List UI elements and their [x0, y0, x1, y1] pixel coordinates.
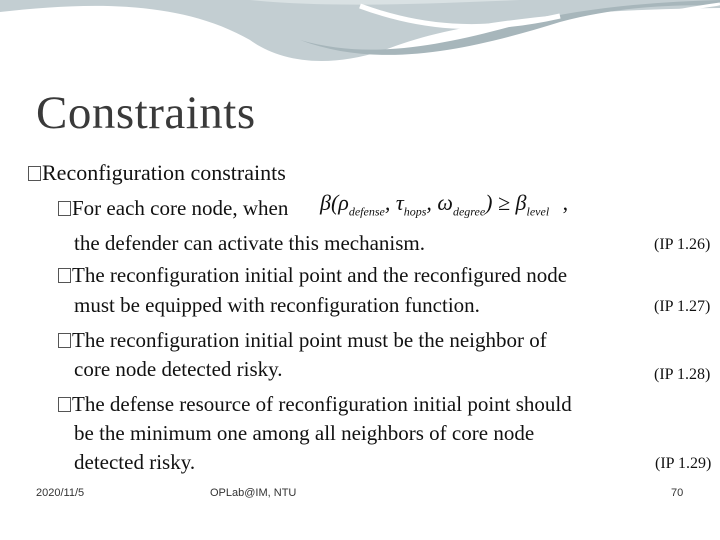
item-1-line-2: the defender can activate this mechanism. [74, 231, 426, 255]
header-wave-decoration [0, 0, 720, 80]
beta-condition-formula: $\beta(\rho_{defense}$, $\tau_{hops}$, $\omega_{degree}) \ge \beta_{level}$ , [320, 190, 569, 219]
ip-label-1-29: (IP 1.29) [655, 455, 712, 472]
item-3-line-1: The reconfiguration initial point must be the neighbor of [72, 328, 547, 352]
bullet-box-icon [58, 397, 71, 412]
constraint-item-3 [58, 328, 547, 353]
formula-rho-sub: defense [348, 204, 385, 219]
ip-label-1-28: (IP 1.28) [654, 366, 711, 383]
constraint-item-4 [58, 392, 572, 417]
formula-ge: ) ≥ β [485, 190, 527, 215]
level1-text: Reconfiguration constraints [42, 160, 286, 185]
formula-omega-sub: degree [452, 204, 486, 219]
item-2-line-2: must be equipped with reconfiguration function. [74, 293, 480, 317]
formula-tau: τ [395, 190, 404, 215]
item-4-line-2: be the minimum one among all neighbors of core node [74, 421, 535, 445]
constraint-item-2 [58, 263, 567, 288]
bullet-box-icon [28, 166, 41, 181]
item-2-line-1: The reconfiguration initial point and the reconfigured node [72, 263, 568, 287]
item-4-line-1: The defense resource of reconfiguration initial point should [72, 392, 572, 416]
formula-comma: , [562, 190, 569, 215]
ip-label-1-26: (IP 1.26) [654, 236, 711, 253]
footer-organization: OPLab@IM, NTU [210, 487, 297, 499]
formula-tau-sub: hops [403, 204, 427, 219]
bullet-box-icon [58, 201, 71, 216]
formula-level-sub: level [526, 204, 550, 219]
item-3-line-2: core node detected risky. [74, 357, 283, 381]
ip-label-1-27: (IP 1.27) [654, 298, 711, 315]
formula-beta: β( [320, 190, 339, 215]
formula-omega: ω [437, 190, 453, 215]
constraint-item-1 [58, 196, 288, 221]
footer-date: 2020/11/5 [36, 487, 85, 499]
bullet-reconfiguration-constraints [28, 160, 286, 186]
formula-rho: ρ [338, 190, 349, 215]
item-1-line-1: For each core node, when [72, 196, 289, 220]
bullet-box-icon [58, 268, 71, 283]
bullet-box-icon [58, 333, 71, 348]
footer-page-number: 70 [671, 487, 684, 499]
item-4-line-3: detected risky. [74, 450, 196, 474]
slide-title: Constraints [36, 87, 256, 139]
